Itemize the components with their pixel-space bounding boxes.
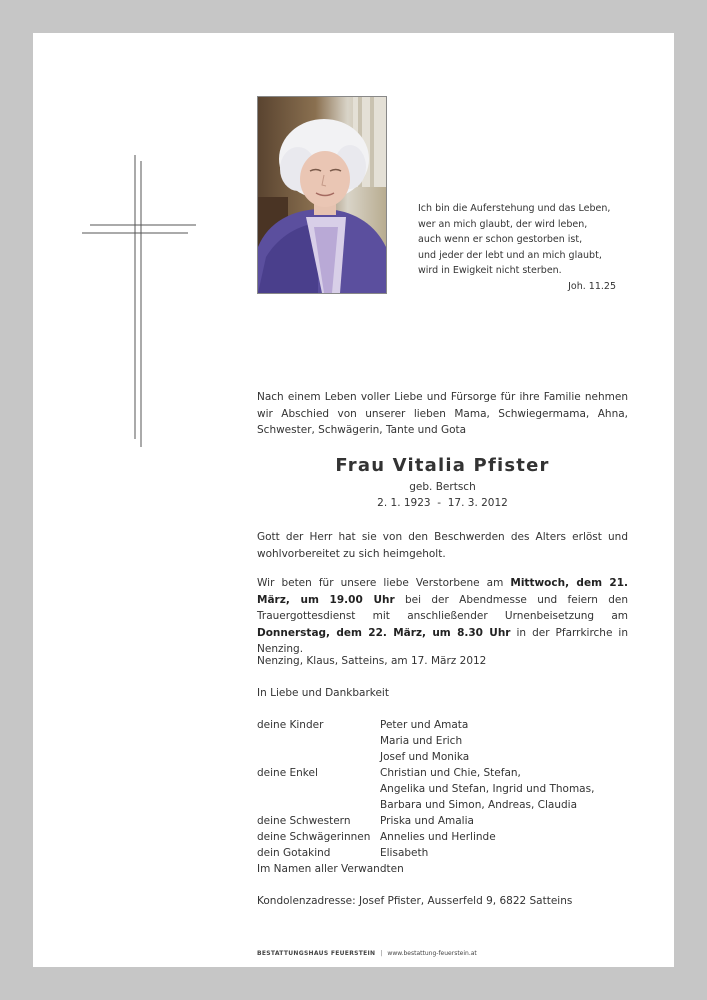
family-row bbox=[257, 765, 637, 781]
service-text: bei der Abendmesse und feiern den Trauergottesdienst mit anschließender Urnenbeisetzung am bbox=[257, 593, 628, 622]
portrait-photo bbox=[257, 96, 387, 294]
deceased-name: Frau Vitalia Pfister bbox=[335, 455, 550, 476]
family-members: Maria und Erich bbox=[380, 735, 463, 747]
family-members: Angelika und Stefan, Ingrid und Thomas, bbox=[380, 783, 595, 795]
family-label bbox=[257, 749, 380, 765]
family-label: deine Enkel bbox=[257, 767, 318, 779]
footer-separator: | bbox=[380, 950, 383, 957]
service-date-mass: Mittwoch, dem 21. März, um 19.00 Uhr bbox=[257, 577, 628, 606]
family-members: Barbara und Simon, Andreas, Claudia bbox=[380, 799, 578, 811]
service-text: Wir beten für unsere liebe Verstorbene am bbox=[257, 577, 511, 589]
verse-line: auch wenn er schon gestorben ist, bbox=[418, 234, 583, 246]
birth-info bbox=[257, 479, 628, 511]
family-row bbox=[257, 861, 637, 877]
family-row bbox=[257, 829, 637, 845]
condolence-address: Kondolenzadresse: Josef Pfister, Ausserfeld 9, 6822 Satteins bbox=[257, 895, 573, 907]
verse-line: Ich bin die Auferstehung und das Leben, bbox=[418, 203, 611, 214]
verse-line: wer an mich glaubt, der wird leben, bbox=[418, 218, 588, 230]
service-paragraph bbox=[257, 575, 628, 658]
intro-paragraph: Nach einem Leben voller Liebe und Fürsorge für ihre Familie nehmen wir Abschied von unserer lieben Mama, Schwiegermama, Ahna, Schwester, Schwägerin, Tante und Gota bbox=[257, 391, 628, 436]
family-members: Christian und Chie, Stefan, bbox=[380, 767, 521, 779]
family-row bbox=[257, 845, 637, 861]
verse-reference: Joh. 11.25 bbox=[568, 280, 616, 292]
relief-paragraph: Gott der Herr hat sie von den Beschwerden des Alters erlöst und wohlvorbereitet zu sich heimgeholt. bbox=[257, 531, 628, 560]
family-members: Annelies und Herlinde bbox=[380, 831, 496, 843]
cross-icon bbox=[80, 153, 198, 449]
service-date-funeral: Donnerstag, dem 22. März, um 8.30 Uhr bbox=[257, 626, 511, 639]
family-members: Priska und Amalia bbox=[380, 815, 474, 827]
verse-line: wird in Ewigkeit nicht sterben. bbox=[418, 265, 562, 277]
funeral-home-name: BESTATTUNGSHAUS FEUERSTEIN bbox=[257, 950, 376, 957]
family-row bbox=[257, 797, 637, 813]
family-label: deine Schwestern bbox=[257, 815, 351, 827]
maiden-name: geb. Bertsch bbox=[409, 481, 476, 493]
family-row bbox=[257, 717, 637, 733]
bible-verse bbox=[418, 201, 638, 295]
family-row bbox=[257, 749, 637, 765]
obituary-sheet bbox=[33, 33, 674, 967]
family-row bbox=[257, 781, 637, 797]
family-members: Elisabeth bbox=[380, 847, 429, 859]
family-members: Josef und Monika bbox=[380, 751, 470, 763]
verse-line: und jeder der lebt und an mich glaubt, bbox=[418, 249, 602, 261]
service-text: in der Pfarrkirche in Nenzing. bbox=[257, 626, 629, 655]
footer-website-link[interactable]: www.bestattung-feuerstein.at bbox=[387, 950, 477, 957]
family-row bbox=[257, 733, 637, 749]
family-label: deine Kinder bbox=[257, 719, 324, 731]
family-label bbox=[257, 781, 380, 797]
family-list bbox=[257, 717, 637, 877]
life-dates: 2. 1. 1923 - 17. 3. 2012 bbox=[377, 497, 508, 509]
place-date: Nenzing, Klaus, Satteins, am 17. März 2012 bbox=[257, 655, 487, 667]
family-label: Im Namen aller Verwandten bbox=[257, 863, 404, 875]
family-row bbox=[257, 813, 637, 829]
closing-line: In Liebe und Dankbarkeit bbox=[257, 687, 389, 699]
family-label: deine Schwägerinnen bbox=[257, 831, 371, 843]
family-members bbox=[404, 861, 637, 877]
family-label bbox=[257, 797, 380, 813]
family-label bbox=[257, 733, 380, 749]
footer bbox=[257, 950, 637, 957]
family-members: Peter und Amata bbox=[380, 719, 469, 731]
family-label: dein Gotakind bbox=[257, 847, 331, 859]
